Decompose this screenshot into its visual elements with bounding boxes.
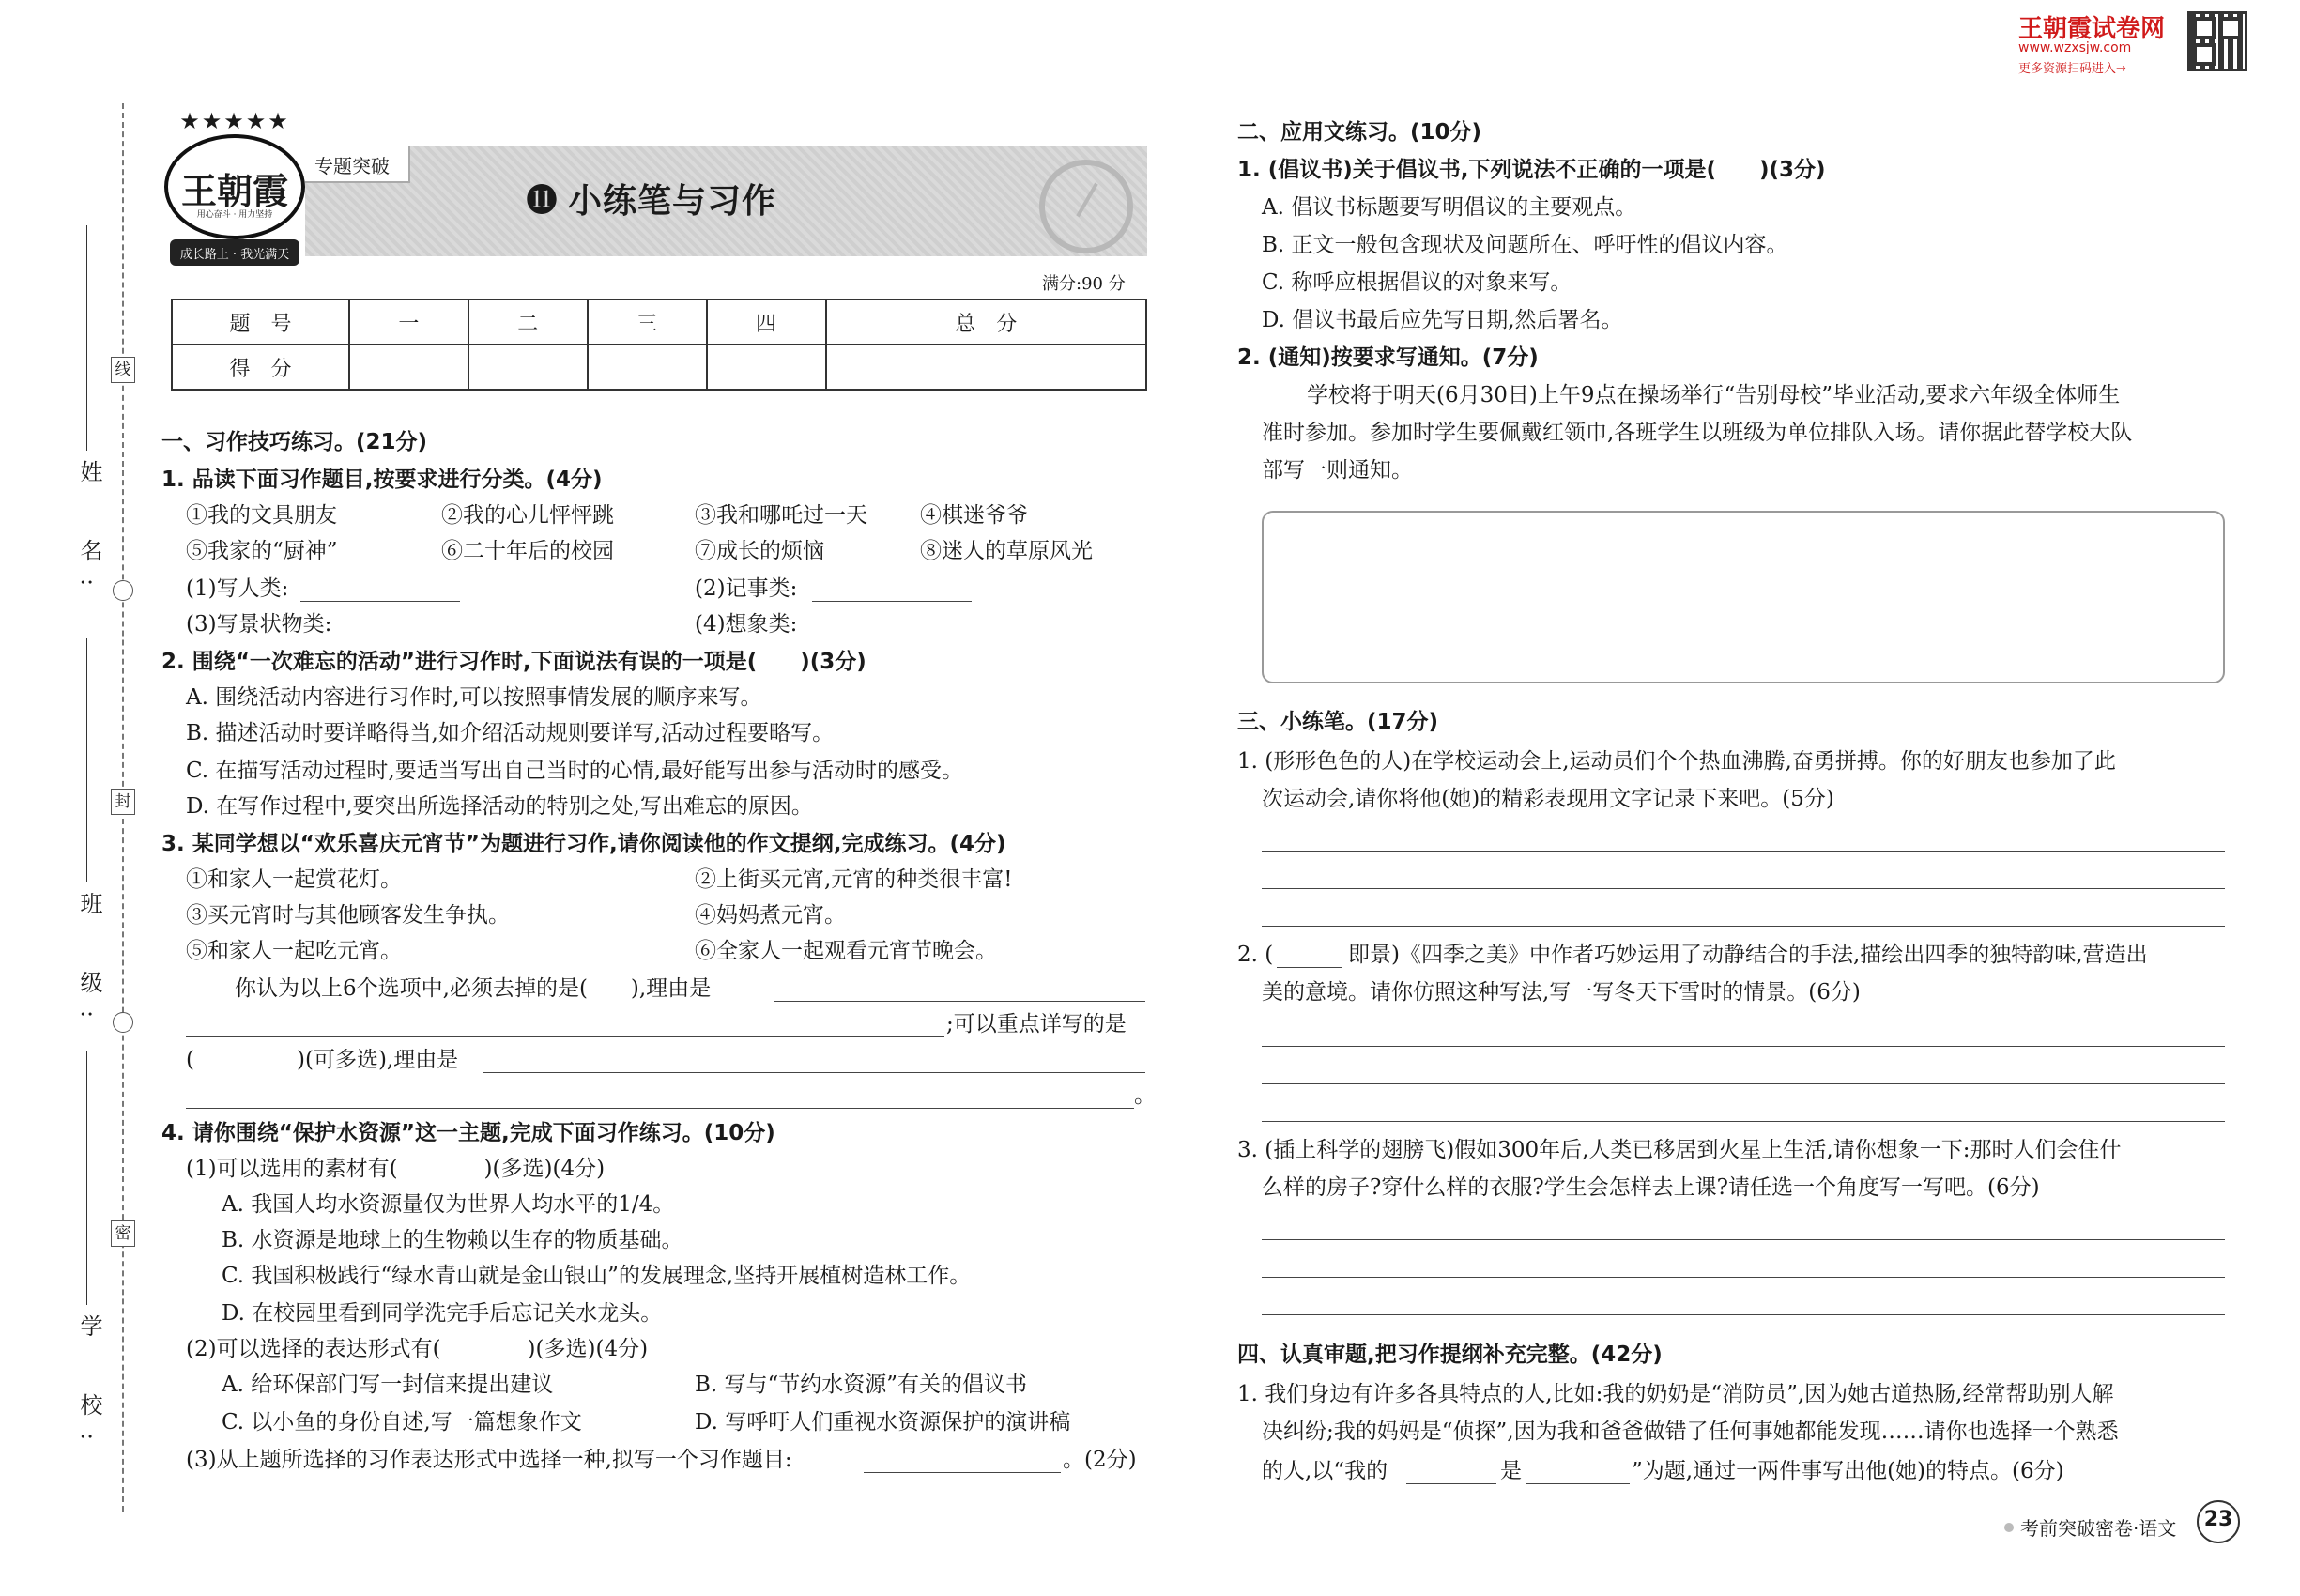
footer-dot bbox=[2004, 1523, 2014, 1532]
option-b: B. 水资源是地球上的生物赖以生存的物质基础。 bbox=[222, 1228, 683, 1252]
writing-line[interactable] bbox=[1262, 1083, 2225, 1084]
class-label: 班 级: bbox=[76, 892, 102, 1036]
qr-code-icon[interactable] bbox=[2187, 11, 2247, 71]
option-c: C. 在描写活动过程时,要适当写出自己当时的心情,最好能写出参与活动时的感受。 bbox=[186, 759, 964, 783]
list-item: ④妈妈煮元宵。 bbox=[695, 903, 846, 928]
question-3: 3. 某同学想以“欢乐喜庆元宵节”为题进行习作,请你阅读他的作文提纲,完成练习。(4分) bbox=[161, 832, 1006, 856]
star-icon: ★★★★★ bbox=[179, 108, 290, 134]
table-header-cell: 一 bbox=[349, 299, 468, 345]
list-item: ⑦成长的烦恼 bbox=[695, 539, 824, 563]
option-b: B. 写与“节约水资源”有关的倡议书 bbox=[695, 1373, 1028, 1397]
logo-name: 王朝霞 bbox=[180, 170, 288, 212]
score-cell[interactable] bbox=[588, 345, 707, 390]
list-item: ④棋迷爷爷 bbox=[920, 503, 1028, 528]
list-item: ⑧迷人的草原风光 bbox=[920, 539, 1093, 563]
question-2: 2. 围绕“一次难忘的活动”进行习作时,下面说法有误的一项是( )(3分) bbox=[161, 650, 866, 674]
binding-hole bbox=[113, 580, 133, 601]
q3-prompt-a: 你认为以上6个选项中,必须去掉的是( ),理由是 bbox=[235, 976, 712, 1001]
option-a: A. 我国人均水资源量仅为世界人均水平的1/4。 bbox=[222, 1192, 675, 1217]
question-4: 4. 请你围绕“保护水资源”这一主题,完成下面习作练习。(10分) bbox=[161, 1121, 775, 1145]
brand-url[interactable]: www.wzxsjw.com bbox=[2018, 40, 2132, 55]
option-b: B. 正文一般包含现状及问题所在、呼吁性的倡议内容。 bbox=[1262, 233, 1788, 257]
prompt-2c: 美的意境。请你仿照这种写法,写一写冬天下雪时的情景。(6分) bbox=[1262, 980, 1861, 1005]
list-item: ⑤和家人一起吃元宵。 bbox=[186, 939, 402, 963]
notice-answer-box[interactable] bbox=[1262, 511, 2225, 683]
answer-blank[interactable] bbox=[812, 601, 972, 602]
section-4-heading: 四、认真审题,把习作提纲补充完整。(42分) bbox=[1237, 1343, 1663, 1367]
logo-tag2: 成长路上 · 我光满天 bbox=[179, 248, 290, 262]
answer-blank[interactable] bbox=[186, 1036, 944, 1037]
q3-prompt-b: ;可以重点详写的是 bbox=[946, 1012, 1127, 1036]
answer-blank[interactable] bbox=[1526, 1483, 1630, 1484]
option-c: C. 以小鱼的身份自述,写一篇想象作文 bbox=[222, 1410, 582, 1435]
prompt-1: 次运动会,请你将他(她)的精彩表现用文字记录下来吧。(5分) bbox=[1262, 787, 1834, 811]
score-cell[interactable] bbox=[707, 345, 826, 390]
answer-blank[interactable] bbox=[483, 1072, 1145, 1073]
banner-number: ⓫ bbox=[526, 182, 558, 220]
list-item: ⑥二十年后的校园 bbox=[441, 539, 614, 563]
logo bbox=[164, 108, 305, 272]
score-cell[interactable] bbox=[468, 345, 588, 390]
q4-part-2: (2)可以选择的表达形式有( )(多选)(4分) bbox=[186, 1337, 649, 1361]
prompt-1: 1. (形形色色的人)在学校运动会上,运动员们个个热血沸腾,奋勇拼搏。你的好朋友也参加了此 bbox=[1237, 749, 2116, 774]
answer-blank[interactable] bbox=[1406, 1483, 1496, 1484]
category-label: (4)想象类: bbox=[695, 612, 798, 637]
logo-tag1: 用心奋斗 · 用力坚持 bbox=[196, 210, 273, 220]
answer-blank[interactable] bbox=[1277, 967, 1342, 968]
prompt-3: 么样的房子?穿什么样的衣服?学生会怎样去上课?请任选一个角度写一写吧。(6分) bbox=[1262, 1175, 2040, 1200]
prompt-w1: 的人,以“我的 bbox=[1262, 1459, 1388, 1483]
brand-name: 王朝霞试卷网 bbox=[2018, 15, 2166, 43]
writing-line[interactable] bbox=[1262, 1121, 2225, 1122]
answer-blank[interactable] bbox=[300, 601, 460, 602]
category-label: (3)写景状物类: bbox=[186, 612, 332, 637]
list-item: ⑤我家的“厨神” bbox=[186, 539, 338, 563]
full-score: 满分:90 分 bbox=[1042, 274, 1126, 294]
writing-line[interactable] bbox=[1262, 926, 2225, 927]
student-name-field[interactable] bbox=[86, 225, 87, 451]
option-d: D. 写呼吁人们重视水资源保护的演讲稿 bbox=[695, 1410, 1071, 1435]
writing-line[interactable] bbox=[1262, 1046, 2225, 1047]
list-item: ①我的文具朋友 bbox=[186, 503, 337, 528]
option-d: D. 倡议书最后应先写日期,然后署名。 bbox=[1262, 308, 1623, 332]
option-d: D. 在写作过程中,要突出所选择活动的特别之处,写出难忘的原因。 bbox=[186, 794, 813, 819]
student-name-label: 姓 名: bbox=[76, 460, 102, 604]
question-1: 1. 品读下面习作题目,按要求进行分类。(4分) bbox=[161, 468, 603, 492]
section-1-heading: 一、习作技巧练习。(21分) bbox=[161, 430, 428, 454]
list-item: ①和家人一起赏花灯。 bbox=[186, 867, 402, 892]
prompt-w1: ”为题,通过一两件事写出他(她)的特点。(6分) bbox=[1632, 1459, 2064, 1483]
table-header-cell: 总 分 bbox=[826, 299, 1147, 345]
writing-line[interactable] bbox=[1262, 1277, 2225, 1278]
stopwatch-icon bbox=[1039, 160, 1133, 253]
writing-line[interactable] bbox=[1262, 1239, 2225, 1240]
section-2-heading: 二、应用文练习。(10分) bbox=[1237, 120, 1482, 145]
score-cell[interactable] bbox=[349, 345, 468, 390]
prompt-2b: 即景)《四季之美》中作者巧妙运用了动静结合的手法,描绘出四季的独特韵味,营造出 bbox=[1348, 943, 2148, 967]
school-label: 学 校: bbox=[76, 1314, 102, 1458]
q3-prompt-c2: )(可多选),理由是 bbox=[297, 1048, 459, 1072]
brand-scan-hint: 更多资源扫码进入→ bbox=[2018, 62, 2126, 76]
option-c: C. 我国积极践行“绿水青山就是金山银山”的发展理念,坚持开展植树造林工作。 bbox=[222, 1264, 972, 1288]
list-item: ③买元宵时与其他顾客发生争执。 bbox=[186, 903, 510, 928]
writing-line[interactable] bbox=[1262, 851, 2225, 852]
list-item: ⑥全家人一起观看元宵节晚会。 bbox=[695, 939, 997, 963]
prompt-w1: 1. 我们身边有许多各具特点的人,比如:我的奶奶是“消防员”,因为她古道热肠,经常帮助别人解 bbox=[1237, 1382, 2114, 1406]
binding-mark-line: 线 bbox=[111, 357, 135, 383]
option-d: D. 在校园里看到同学洗完手后忘记关水龙头。 bbox=[222, 1301, 663, 1326]
table-row bbox=[172, 299, 1146, 345]
q4-part-3: (3)从上题所选择的习作表达形式中选择一种,拟写一个习作题目: bbox=[186, 1448, 792, 1472]
list-item: ②我的心儿怦怦跳 bbox=[441, 503, 614, 528]
question-r2: 2. (通知)按要求写通知。(7分) bbox=[1237, 345, 1539, 370]
prompt-2a: 2. ( bbox=[1237, 943, 1274, 967]
prompt-w1: 是 bbox=[1500, 1459, 1522, 1483]
prompt-w1: 决纠纷;我的妈妈是“侦探”,因为我和爸爸做错了任何事她都能发现……请你也选择一个熟悉 bbox=[1262, 1420, 2119, 1444]
notice-text: 学校将于明天(6月30日)上午9点在操场举行“告别母校”毕业活动,要求六年级全体师生 bbox=[1307, 383, 2121, 407]
answer-blank[interactable] bbox=[186, 1108, 1134, 1109]
writing-line[interactable] bbox=[1262, 888, 2225, 889]
q4-part-3-end: 。(2分) bbox=[1063, 1448, 1137, 1472]
option-c: C. 称呼应根据倡议的对象来写。 bbox=[1262, 270, 1572, 295]
binding-hole bbox=[113, 1012, 133, 1033]
notice-text: 部写一则通知。 bbox=[1262, 458, 1413, 483]
answer-blank[interactable] bbox=[774, 1001, 1145, 1002]
table-header-cell: 二 bbox=[468, 299, 588, 345]
list-item: ③我和哪吒过一天 bbox=[695, 503, 867, 528]
score-cell[interactable] bbox=[826, 345, 1147, 390]
binding-mark-seal: 封 bbox=[111, 789, 135, 815]
prompt-3: 3. (插上科学的翅膀飞)假如300年后,人类已移居到火星上生活,请你想象一下:那时人们会住什 bbox=[1237, 1138, 2122, 1162]
q4-part-1: (1)可以选用的素材有( )(多选)(4分) bbox=[186, 1157, 606, 1181]
page-title: 小练笔与习作 bbox=[568, 182, 777, 221]
table-header-cell: 四 bbox=[707, 299, 826, 345]
question-r1: 1. (倡议书)关于倡议书,下列说法不正确的一项是( )(3分) bbox=[1237, 158, 1826, 182]
category-label: (1)写人类: bbox=[186, 576, 289, 601]
table-header-cell: 题 号 bbox=[172, 299, 349, 345]
score-row-label: 得 分 bbox=[172, 345, 349, 390]
option-a: A. 倡议书标题要写明倡议的主要观点。 bbox=[1262, 195, 1637, 220]
option-a: A. 围绕活动内容进行习作时,可以按照事情发展的顺序来写。 bbox=[186, 685, 762, 710]
school-field[interactable] bbox=[86, 1051, 87, 1305]
q3-end: 。 bbox=[1134, 1083, 1156, 1108]
option-a: A. 给环保部门写一封信来提出建议 bbox=[222, 1373, 554, 1397]
section-3-heading: 三、小练笔。(17分) bbox=[1237, 710, 1439, 734]
class-field[interactable] bbox=[86, 638, 87, 882]
table-row bbox=[172, 345, 1146, 390]
table-header-cell: 三 bbox=[588, 299, 707, 345]
q3-prompt-c1: ( bbox=[186, 1048, 194, 1072]
page-number: 23 bbox=[2203, 1508, 2233, 1531]
answer-blank[interactable] bbox=[864, 1472, 1061, 1473]
notice-text: 准时参加。参加时学生要佩戴红领巾,各班学生以班级为单位排队入场。请你据此替学校大队 bbox=[1262, 421, 2133, 445]
writing-line[interactable] bbox=[1262, 1314, 2225, 1315]
category-label: (2)记事类: bbox=[695, 576, 798, 601]
option-b: B. 描述活动时要详略得当,如介绍活动规则要详写,活动过程要略写。 bbox=[186, 721, 835, 745]
banner-series: 专题突破 bbox=[314, 155, 390, 177]
footer-text: 考前突破密卷·语文 bbox=[2020, 1517, 2177, 1540]
binding-mark-dense: 密 bbox=[111, 1220, 135, 1247]
list-item: ②上街买元宵,元宵的种类很丰富! bbox=[695, 867, 1013, 892]
score-table bbox=[171, 299, 1147, 391]
